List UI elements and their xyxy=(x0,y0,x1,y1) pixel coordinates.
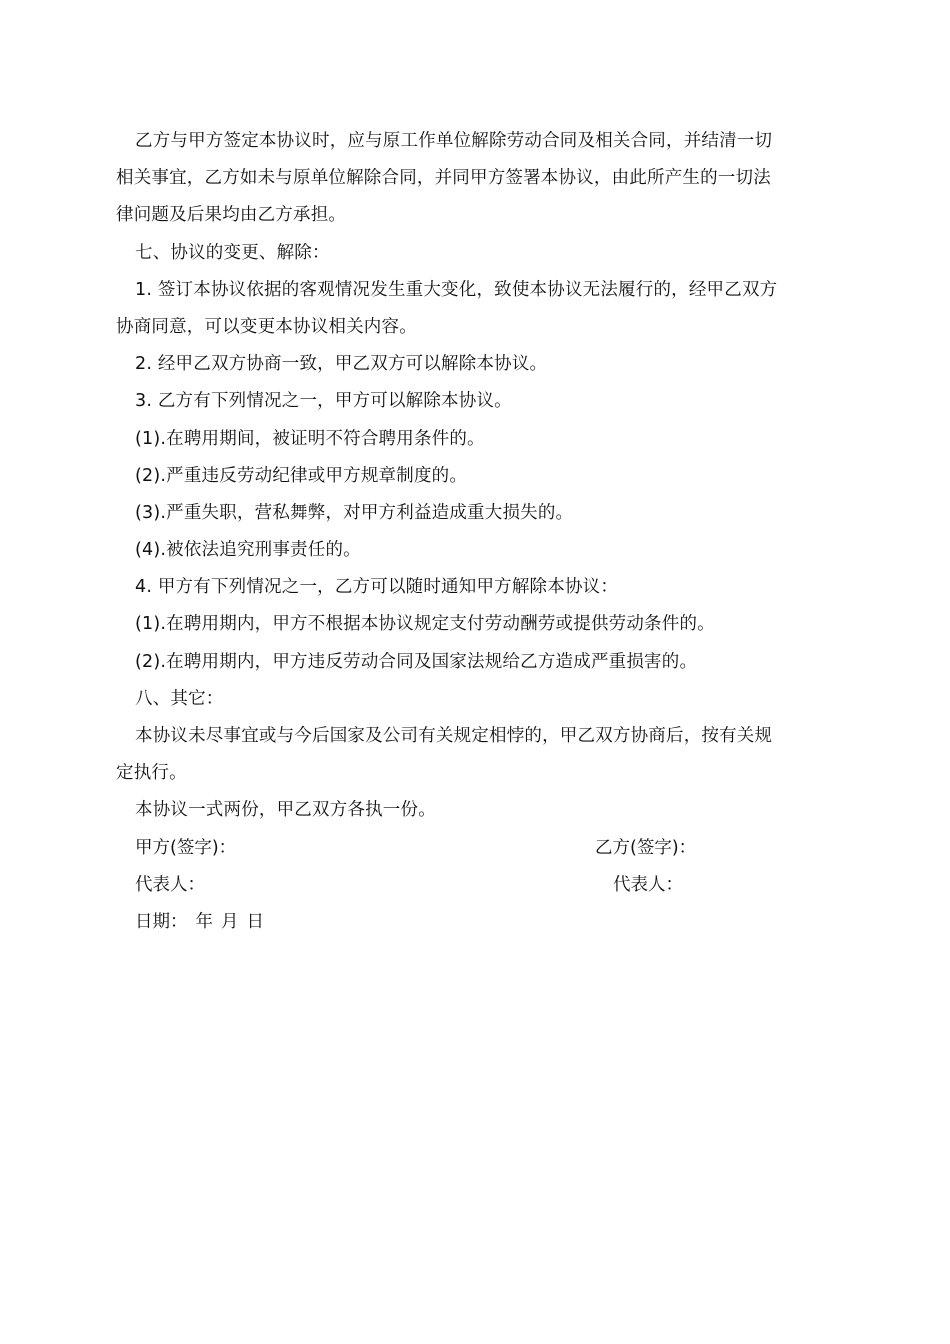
section-heading: 八、其它： xyxy=(135,688,224,709)
sub-clause-line: (4).被依法追究刑事责任的。 xyxy=(135,540,361,561)
date-row xyxy=(116,904,836,941)
representative-row xyxy=(116,867,836,904)
paragraph-line: 本协议未尽事宜或与今后国家及公司有关规定相悖的，甲乙双方协商后，按有关规 xyxy=(135,726,773,746)
date-year-label: 年 xyxy=(195,911,213,932)
clause-line: 3. 乙方有下列情况之一，甲方可以解除本协议。 xyxy=(135,391,512,412)
sub-clause-line: (2).严重违反劳动纪律或甲方规章制度的。 xyxy=(135,465,468,486)
paragraph-line: 乙方与甲方签定本协议时，应与原工作单位解除劳动合同及相关合同，并结清一切 xyxy=(135,131,773,151)
date-day-label: 日 xyxy=(246,911,264,932)
clause-line: 1. 签订本协议依据的客观情况发生重大变化，致使本协议无法履行的，经甲乙双方 xyxy=(135,279,778,300)
sub-clause-line: (2).在聘用期内，甲方违反劳动合同及国家法规给乙方造成严重损害的。 xyxy=(135,651,698,672)
date-month-label: 月 xyxy=(221,911,239,932)
party-b-signature-label: 乙方(签字)： xyxy=(595,837,697,858)
paragraph-line: 本协议一式两份，甲乙双方各执一份。 xyxy=(135,800,436,821)
paragraph-line: 律问题及后果均由乙方承担。 xyxy=(116,205,347,226)
clause-line: 4. 甲方有下列情况之一，乙方可以随时通知甲方解除本协议： xyxy=(135,577,619,598)
sub-clause-line: (1).在聘用期内，甲方不根据本协议规定支付劳动酬劳或提供劳动条件的。 xyxy=(135,614,715,635)
party-a-representative-label: 代表人： xyxy=(135,874,205,895)
sub-clause-line: (1).在聘用期间，被证明不符合聘用条件的。 xyxy=(135,428,485,449)
paragraph-line: 相关事宜，乙方如未与原单位解除合同，并同甲方签署本协议，由此所产生的一切法 xyxy=(116,168,771,189)
section-heading: 七、协议的变更、解除： xyxy=(135,242,330,263)
date-label: 日期： xyxy=(135,911,188,932)
paragraph-line: 定执行。 xyxy=(116,763,187,784)
party-b-representative-label: 代表人： xyxy=(613,874,683,895)
date-field xyxy=(135,904,264,941)
party-a-signature-label: 甲方(签字)： xyxy=(135,837,237,858)
document-body xyxy=(116,123,836,941)
sub-clause-line: (3).严重失职，营私舞弊，对甲方利益造成重大损失的。 xyxy=(135,502,574,523)
signature-row xyxy=(116,830,836,867)
clause-line: 2. 经甲乙双方协商一致，甲乙双方可以解除本协议。 xyxy=(135,354,548,375)
clause-line: 协商同意，可以变更本协议相关内容。 xyxy=(116,316,417,337)
